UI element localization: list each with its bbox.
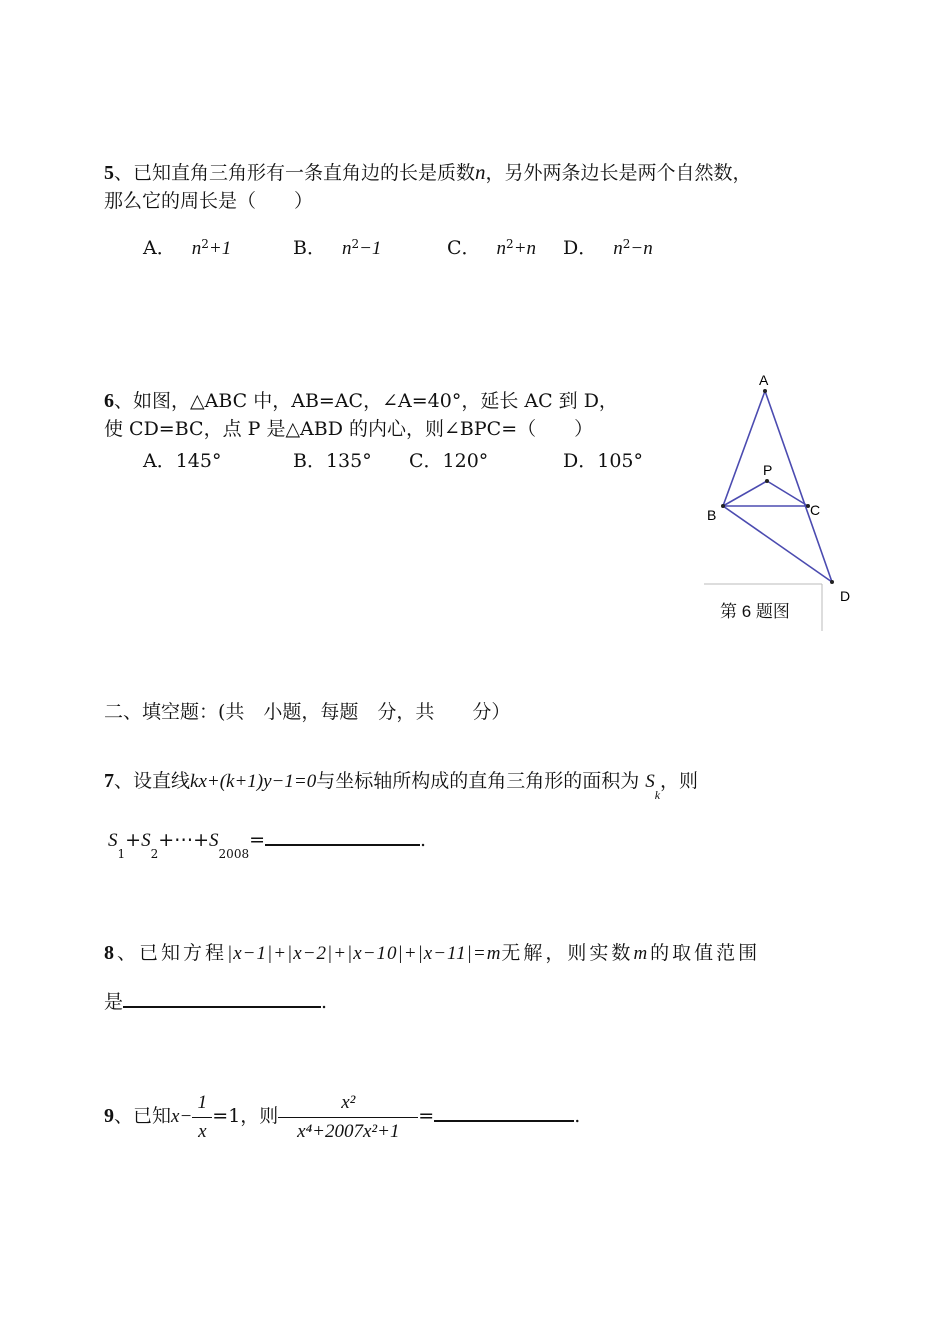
q6-text-a: 、如图，△ABC 中，AB=AC，∠A=40°，延长 AC 到 D， bbox=[114, 390, 618, 412]
q7-eq: = bbox=[249, 829, 266, 851]
q9-fraction-2 bbox=[278, 1089, 418, 1146]
q9-eq1: =1，则 bbox=[212, 1105, 279, 1127]
q7-s2008: S bbox=[209, 830, 219, 851]
point-p bbox=[765, 479, 769, 483]
q7-dots: +⋯+ bbox=[158, 829, 210, 851]
option-label: D． bbox=[563, 237, 598, 259]
q9-x: x− bbox=[171, 1106, 193, 1127]
q6-line1 bbox=[104, 388, 618, 414]
q7-s2: S bbox=[141, 830, 151, 851]
option-exp: 2 bbox=[201, 237, 209, 251]
section2-title: 二、填空题：(共 小题，每题 分，共 分） bbox=[104, 701, 511, 723]
q8-period: . bbox=[321, 991, 328, 1013]
q6-figure-caption: 第 6 题图 bbox=[720, 602, 790, 621]
q9-frac2-den: x⁴+2007x²+1 bbox=[297, 1120, 400, 1142]
q9-line bbox=[104, 1086, 580, 1147]
q8-line1 bbox=[104, 940, 760, 967]
q5-line2: 那么它的周长是（ ） bbox=[104, 190, 314, 212]
q5-text-b: ，另外两条边长是两个自然数， bbox=[485, 162, 752, 184]
q7-answer-blank[interactable] bbox=[265, 826, 420, 846]
q5-option-b bbox=[293, 233, 381, 260]
q7-text-c: ，则 bbox=[660, 770, 699, 792]
q6-option-d: D．105° bbox=[563, 450, 643, 472]
q7-plus: + bbox=[125, 829, 142, 851]
option-base: n bbox=[191, 238, 202, 259]
option-base: n bbox=[613, 238, 623, 259]
option-base: n bbox=[496, 238, 507, 259]
q8-text-d: 是 bbox=[104, 991, 124, 1013]
label-d: D bbox=[840, 588, 851, 604]
q7-sub-1: 1 bbox=[117, 847, 126, 861]
point-b bbox=[721, 504, 725, 508]
q7-sub-2: 2 bbox=[150, 847, 159, 861]
q7-sub-k: k bbox=[654, 788, 661, 802]
q9-number: 9 bbox=[104, 1105, 114, 1127]
q8-text-a: 、已知方程 bbox=[117, 942, 228, 964]
q8-line2 bbox=[104, 986, 327, 1015]
q8-text-b: 无解，则实数 bbox=[501, 942, 634, 964]
q9-frac1-num: 1 bbox=[192, 1089, 212, 1118]
segment-ab bbox=[723, 391, 765, 506]
point-a bbox=[763, 389, 767, 393]
q7-text-a: 、设直线 bbox=[114, 770, 191, 792]
q9-fraction-1 bbox=[192, 1089, 212, 1146]
q6-option-a: A．145° bbox=[143, 450, 222, 472]
q9-text-a: 、已知 bbox=[114, 1105, 172, 1127]
option-label: B． bbox=[293, 237, 326, 259]
q5-number: 5 bbox=[104, 162, 114, 184]
option-exp: 2 bbox=[506, 237, 514, 251]
option-base: n bbox=[341, 238, 352, 259]
label-p: P bbox=[763, 462, 773, 478]
q5-option-a bbox=[143, 233, 231, 260]
label-b: B bbox=[707, 507, 717, 523]
point-d bbox=[830, 580, 834, 584]
q9-answer-blank[interactable] bbox=[434, 1098, 574, 1122]
q5-var-n: n bbox=[475, 160, 486, 184]
q5-option-d bbox=[563, 233, 653, 260]
q7-period: . bbox=[420, 829, 427, 851]
q9-frac2-num: x² bbox=[278, 1089, 418, 1118]
q7-s: S bbox=[645, 771, 655, 792]
q9-frac1-den: x bbox=[198, 1120, 207, 1142]
option-label: A． bbox=[143, 237, 176, 259]
q5-line1 bbox=[104, 159, 752, 186]
q6-figure bbox=[690, 365, 870, 635]
q6-option-b: B．135° bbox=[293, 450, 372, 472]
option-rest: −1 bbox=[359, 238, 382, 259]
q6-line2: 使 CD=BC，点 P 是△ABD 的内心，则∠BPC=（ ） bbox=[104, 418, 594, 440]
option-label: C． bbox=[447, 237, 481, 259]
q7-text-b: 与坐标轴所构成的直角三角形的面积为 bbox=[316, 770, 640, 792]
label-c: C bbox=[810, 502, 821, 518]
segment-bp bbox=[723, 481, 767, 506]
q7-line2 bbox=[108, 826, 427, 861]
segment-pc bbox=[767, 481, 808, 506]
q7-s1: S bbox=[108, 830, 118, 851]
option-rest: −n bbox=[630, 238, 653, 259]
option-rest: +1 bbox=[208, 238, 232, 259]
q6-number: 6 bbox=[104, 390, 114, 412]
q8-text-c: 的取值范围 bbox=[650, 942, 761, 964]
q7-equation: kx+(k+1)y−1=0 bbox=[190, 771, 317, 792]
q8-var-m: m bbox=[633, 943, 651, 964]
q6-option-c: C．120° bbox=[409, 450, 489, 472]
q9-eq2: = bbox=[418, 1105, 435, 1127]
option-rest: +n bbox=[513, 238, 537, 259]
q8-answer-blank[interactable] bbox=[123, 986, 321, 1008]
q5-text-a: 、已知直角三角形有一条直角边的长是质数 bbox=[114, 162, 476, 184]
q7-line1 bbox=[104, 768, 699, 802]
q7-sub-2008: 2008 bbox=[218, 847, 250, 861]
q8-number: 8 bbox=[104, 942, 117, 964]
option-exp: 2 bbox=[351, 237, 360, 251]
option-exp: 2 bbox=[622, 237, 631, 251]
q5-option-c bbox=[447, 233, 536, 260]
q7-number: 7 bbox=[104, 770, 114, 792]
q8-equation: |x−1|+|x−2|+|x−10|+|x−11|=m bbox=[227, 943, 502, 964]
q9-period: . bbox=[574, 1105, 581, 1127]
label-a: A bbox=[759, 372, 769, 388]
